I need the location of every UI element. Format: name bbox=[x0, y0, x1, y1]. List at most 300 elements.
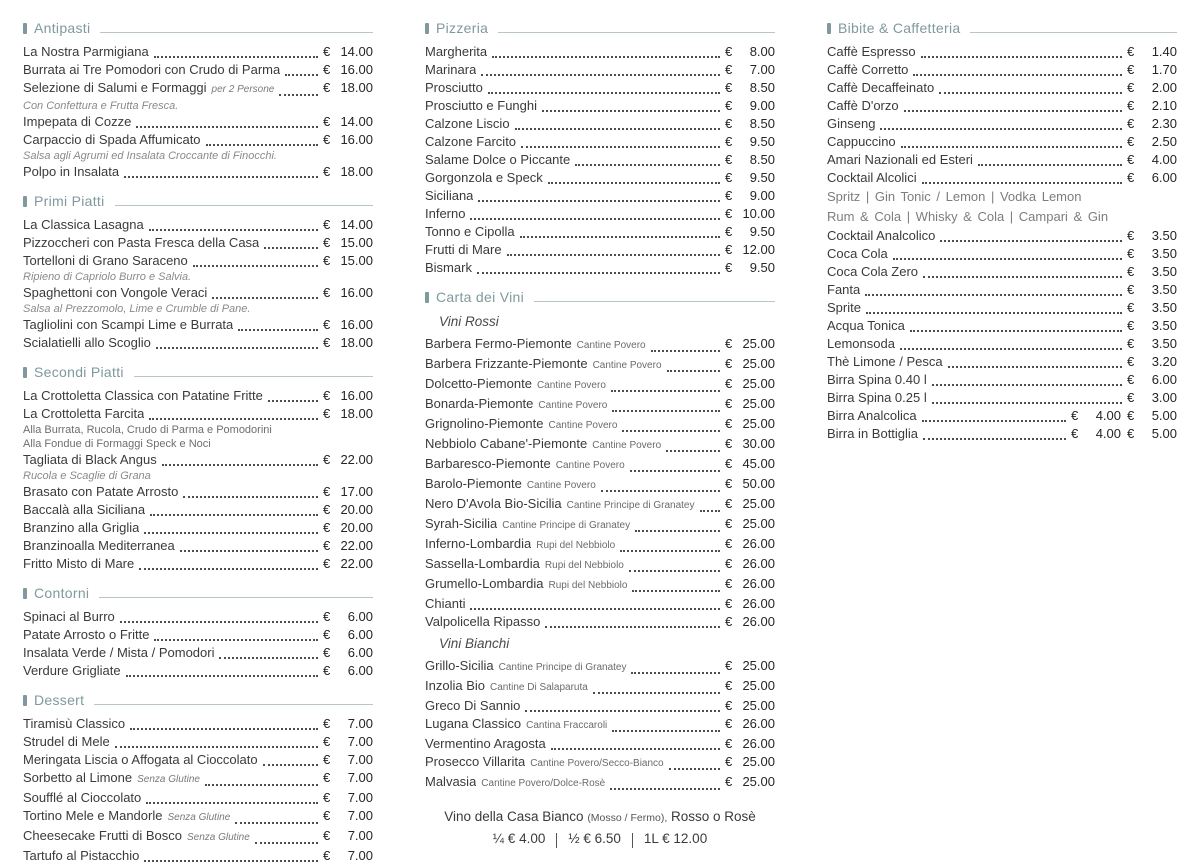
item-price bbox=[725, 259, 775, 277]
dot-leader bbox=[481, 74, 720, 76]
euro-sign: € bbox=[323, 62, 331, 77]
euro-sign: € bbox=[725, 44, 733, 59]
item-price bbox=[1127, 133, 1177, 151]
dot-leader bbox=[631, 672, 720, 674]
item-price bbox=[1127, 407, 1177, 425]
item-name: Birra Analcolica bbox=[827, 408, 917, 423]
menu-item bbox=[425, 355, 775, 375]
price-value: 8.00 bbox=[749, 44, 775, 59]
dot-leader bbox=[136, 126, 318, 128]
dot-leader bbox=[921, 56, 1122, 58]
item-name: Tagliolini con Scampi Lime e Burrata bbox=[23, 317, 234, 332]
euro-sign: € bbox=[323, 335, 331, 350]
item-price bbox=[323, 405, 373, 423]
euro-sign: € bbox=[725, 98, 733, 113]
item-description: Rum & Cola | Whisky & Cola | Campari & Gin bbox=[827, 209, 1109, 224]
menu-item bbox=[827, 407, 1177, 425]
item-description: Ripieno di Capriolo Burro e Salvia. bbox=[23, 271, 192, 283]
item-name: Prosciutto bbox=[425, 80, 483, 95]
dot-leader bbox=[285, 74, 318, 76]
dot-leader bbox=[238, 329, 318, 331]
menu-item bbox=[425, 475, 775, 495]
item-price bbox=[1127, 115, 1177, 133]
euro-sign: € bbox=[725, 658, 733, 673]
section-rule bbox=[498, 32, 775, 33]
menu-section-primi-piatti bbox=[23, 189, 373, 352]
euro-sign: € bbox=[725, 416, 733, 431]
item-note: Cantine Povero bbox=[592, 360, 662, 371]
house-wine-title-part: (Mosso / Fermo), bbox=[587, 812, 668, 824]
item-price bbox=[323, 316, 373, 334]
euro-sign: € bbox=[323, 663, 331, 678]
item-note: Rupi del Nebbiolo bbox=[544, 560, 624, 571]
euro-sign: € bbox=[1127, 408, 1135, 423]
menu-item bbox=[23, 387, 373, 405]
item-price bbox=[725, 455, 775, 473]
price-value: 25.00 bbox=[742, 658, 775, 673]
item-name: Birra Spina 0.40 l bbox=[827, 372, 927, 387]
euro-sign: € bbox=[323, 253, 331, 268]
euro-sign: € bbox=[323, 556, 331, 571]
menu-item bbox=[23, 113, 373, 131]
item-price bbox=[725, 773, 775, 791]
item-price bbox=[725, 43, 775, 61]
euro-sign: € bbox=[725, 736, 733, 751]
price-value: 3.50 bbox=[1151, 336, 1177, 351]
euro-sign: € bbox=[725, 516, 733, 531]
dot-leader bbox=[219, 657, 318, 659]
price-value: 1.40 bbox=[1151, 44, 1177, 59]
item-name: Spinaci al Burro bbox=[23, 609, 115, 624]
item-price bbox=[323, 163, 373, 181]
menu-section-antipasti bbox=[23, 16, 373, 181]
price-value: 18.00 bbox=[340, 406, 373, 421]
price-value: 6.00 bbox=[347, 663, 373, 678]
item-price bbox=[1127, 227, 1177, 245]
dot-leader bbox=[115, 746, 318, 748]
price-value: 25.00 bbox=[742, 516, 775, 531]
price-value: 12.00 bbox=[742, 242, 775, 257]
price-value: 7.00 bbox=[347, 716, 373, 731]
euro-sign: € bbox=[323, 388, 331, 403]
item-name: Grumello-Lombardia bbox=[425, 576, 544, 591]
euro-sign: € bbox=[1127, 300, 1135, 315]
item-price bbox=[323, 216, 373, 234]
item-description: Salsa al Prezzomolo, Lime e Crumble di Pane. bbox=[23, 303, 251, 315]
price-value: 3.50 bbox=[1151, 282, 1177, 297]
item-price bbox=[725, 151, 775, 169]
item-name: Scialatielli allo Scoglio bbox=[23, 335, 151, 350]
separator-bar bbox=[556, 833, 557, 848]
price-value: 14.00 bbox=[340, 217, 373, 232]
euro-sign: € bbox=[1127, 62, 1135, 77]
item-price bbox=[323, 79, 373, 97]
euro-sign: € bbox=[725, 336, 733, 351]
item-name: Polpo in Insalata bbox=[23, 164, 120, 179]
item-name: Thè Limone / Pesca bbox=[827, 354, 943, 369]
house-wine-title bbox=[425, 809, 775, 824]
euro-sign: € bbox=[323, 848, 331, 863]
dot-leader bbox=[193, 265, 318, 267]
item-description: Salsa agli Agrumi ed Insalata Croccante di Finocchi. bbox=[23, 150, 277, 162]
euro-sign: € bbox=[725, 456, 733, 471]
section-rule bbox=[534, 301, 775, 302]
section-header bbox=[23, 189, 373, 213]
dot-leader bbox=[978, 164, 1122, 166]
price-value: 18.00 bbox=[340, 164, 373, 179]
menu-item bbox=[425, 657, 775, 677]
item-price bbox=[725, 697, 775, 715]
dot-leader bbox=[149, 229, 318, 231]
euro-sign: € bbox=[323, 217, 331, 232]
menu-item bbox=[425, 205, 775, 223]
euro-sign: € bbox=[725, 698, 733, 713]
euro-sign: € bbox=[1127, 152, 1135, 167]
menu-item bbox=[827, 115, 1177, 133]
dot-leader bbox=[146, 802, 318, 804]
euro-sign: € bbox=[323, 44, 331, 59]
price-value: 7.00 bbox=[347, 790, 373, 805]
item-price bbox=[323, 662, 373, 680]
menu-item bbox=[827, 61, 1177, 79]
menu-item bbox=[827, 281, 1177, 299]
menu-item bbox=[425, 613, 775, 631]
menu-item bbox=[827, 425, 1177, 443]
euro-sign: € bbox=[1127, 170, 1135, 185]
item-name: Branzinoalla Mediterranea bbox=[23, 538, 175, 553]
item-description: Spritz | Gin Tonic / Lemon | Vodka Lemon bbox=[827, 189, 1082, 204]
item-price bbox=[323, 483, 373, 501]
item-note: Cantine Povero/Secco-Bianco bbox=[530, 758, 664, 769]
item-name: Brasato con Patate Arrosto bbox=[23, 484, 179, 499]
dot-leader bbox=[507, 254, 720, 256]
menu-item bbox=[827, 227, 1177, 245]
dot-leader bbox=[120, 621, 318, 623]
item-name: Sprite bbox=[827, 300, 861, 315]
item-price bbox=[725, 595, 775, 613]
item-note: Cantine Povero bbox=[536, 380, 606, 391]
item-name: Salame Dolce o Piccante bbox=[425, 152, 571, 167]
item-name: Selezione di Salumi e Formaggi bbox=[23, 80, 207, 95]
item-price bbox=[323, 519, 373, 537]
item-name: Vermentino Aragosta bbox=[425, 736, 546, 751]
price-value: 22.00 bbox=[340, 452, 373, 467]
menu-item bbox=[827, 79, 1177, 97]
euro-sign: € bbox=[1127, 80, 1135, 95]
item-name: Cappuccino bbox=[827, 134, 896, 149]
item-price bbox=[323, 827, 373, 845]
house-wine-title-part: Rosso o Rosè bbox=[671, 809, 756, 824]
menu-item bbox=[425, 575, 775, 595]
price-value: 8.50 bbox=[749, 80, 775, 95]
menu-item bbox=[827, 133, 1177, 151]
menu-item bbox=[425, 223, 775, 241]
item-name: Tonno e Cipolla bbox=[425, 224, 515, 239]
euro-sign: € bbox=[1127, 134, 1135, 149]
menu-item bbox=[425, 515, 775, 535]
menu-item bbox=[23, 769, 373, 789]
item-note: Cantine Povero/Dolce-Rosè bbox=[481, 778, 606, 789]
item-name: Birra in Bottiglia bbox=[827, 426, 919, 441]
dot-leader bbox=[612, 410, 720, 412]
item-price bbox=[323, 234, 373, 252]
euro-sign: € bbox=[725, 476, 733, 491]
item-note: Senza Glutine bbox=[186, 832, 250, 843]
dot-leader bbox=[866, 312, 1122, 314]
item-name: Margherita bbox=[425, 44, 488, 59]
price-value: 5.00 bbox=[1151, 408, 1177, 423]
price-value: 25.00 bbox=[742, 698, 775, 713]
item-note: Cantine Povero bbox=[555, 460, 625, 471]
menu-item bbox=[23, 519, 373, 537]
euro-sign: € bbox=[323, 502, 331, 517]
item-price bbox=[725, 335, 775, 353]
menu-section-contorni bbox=[23, 581, 373, 680]
dot-leader bbox=[548, 182, 720, 184]
menu-item bbox=[23, 79, 373, 99]
price-value: 8.50 bbox=[749, 152, 775, 167]
item-price bbox=[1127, 169, 1177, 187]
item-name: Tiramisù Classico bbox=[23, 716, 126, 731]
item-name: Dolcetto-Piemonte bbox=[425, 376, 532, 391]
price-value: 2.00 bbox=[1151, 80, 1177, 95]
item-price bbox=[1127, 79, 1177, 97]
menu-item bbox=[23, 163, 373, 181]
price-value: 25.00 bbox=[742, 356, 775, 371]
dot-leader bbox=[124, 176, 318, 178]
dot-leader bbox=[492, 56, 720, 58]
menu-item bbox=[23, 807, 373, 827]
price-value: 7.00 bbox=[347, 770, 373, 785]
price-value: 25.00 bbox=[742, 678, 775, 693]
euro-sign: € bbox=[323, 790, 331, 805]
house-wine-title-part: Vino della Casa Bianco bbox=[444, 809, 584, 824]
euro-sign: € bbox=[323, 609, 331, 624]
item-name: Calzone Farcito bbox=[425, 134, 517, 149]
item-price bbox=[1127, 97, 1177, 115]
item-price bbox=[725, 515, 775, 533]
price-value: 16.00 bbox=[340, 132, 373, 147]
item-price bbox=[725, 115, 775, 133]
item-price bbox=[323, 334, 373, 352]
menu-item bbox=[425, 735, 775, 753]
dot-leader bbox=[669, 768, 720, 770]
dot-leader bbox=[923, 276, 1122, 278]
item-price bbox=[1127, 353, 1177, 371]
section-marker-icon bbox=[23, 196, 27, 207]
euro-sign: € bbox=[323, 114, 331, 129]
item-note: Senza Glutine bbox=[137, 774, 200, 785]
item-price bbox=[323, 252, 373, 270]
dot-leader bbox=[525, 710, 720, 712]
menu-item bbox=[827, 263, 1177, 281]
euro-sign: € bbox=[323, 164, 331, 179]
price-value: 26.00 bbox=[742, 716, 775, 731]
section-rule bbox=[115, 205, 374, 206]
dot-leader bbox=[932, 384, 1122, 386]
item-price bbox=[725, 475, 775, 493]
menu-item bbox=[23, 234, 373, 252]
menu-item bbox=[425, 43, 775, 61]
item-price bbox=[323, 113, 373, 131]
menu-item bbox=[827, 97, 1177, 115]
item-name: Verdure Grigliate bbox=[23, 663, 121, 678]
dot-leader bbox=[630, 470, 720, 472]
item-note: Cantine Povero bbox=[548, 420, 618, 431]
section-header bbox=[827, 16, 1177, 40]
dot-leader bbox=[212, 297, 318, 299]
price-value: 20.00 bbox=[340, 502, 373, 517]
item-name: Tortelloni di Grano Saraceno bbox=[23, 253, 188, 268]
item-price bbox=[323, 387, 373, 405]
item-price bbox=[725, 495, 775, 513]
price-value: 26.00 bbox=[742, 536, 775, 551]
euro-sign: € bbox=[323, 734, 331, 749]
euro-sign: € bbox=[725, 576, 733, 591]
item-price bbox=[1127, 335, 1177, 353]
item-price bbox=[725, 355, 775, 373]
item-name: Nero D'Avola Bio-Sicilia bbox=[425, 496, 562, 511]
menu-item bbox=[827, 335, 1177, 353]
dot-leader bbox=[183, 496, 318, 498]
item-note: Cantine Principe di Granatey bbox=[498, 662, 627, 673]
item-name: Caffè D'orzo bbox=[827, 98, 899, 113]
item-price bbox=[323, 769, 373, 787]
euro-sign: € bbox=[725, 774, 733, 789]
item-price bbox=[725, 79, 775, 97]
menu-item bbox=[23, 555, 373, 573]
dot-leader bbox=[667, 370, 720, 372]
dot-leader bbox=[910, 330, 1122, 332]
item-price bbox=[323, 284, 373, 302]
section-marker-icon bbox=[23, 23, 27, 34]
euro-sign: € bbox=[1127, 318, 1135, 333]
item-name: Fritto Misto di Mare bbox=[23, 556, 135, 571]
item-name: Nebbiolo Cabane'-Piemonte bbox=[425, 436, 588, 451]
dot-leader bbox=[162, 464, 318, 466]
menu-item bbox=[425, 133, 775, 151]
dot-leader bbox=[948, 366, 1122, 368]
menu-item bbox=[425, 595, 775, 613]
item-price bbox=[725, 415, 775, 433]
dot-leader bbox=[612, 730, 720, 732]
section-marker-icon bbox=[23, 695, 27, 706]
item-name: La Classica Lasagna bbox=[23, 217, 144, 232]
price-value: 26.00 bbox=[742, 596, 775, 611]
wine-subheading: Vini Bianchi bbox=[439, 636, 510, 651]
item-note: Rupi del Nebbiolo bbox=[536, 540, 616, 551]
menu-item bbox=[827, 169, 1177, 187]
euro-sign: € bbox=[323, 770, 331, 785]
price-value: 17.00 bbox=[340, 484, 373, 499]
menu-item bbox=[23, 537, 373, 555]
item-price bbox=[725, 555, 775, 573]
menu-item bbox=[827, 389, 1177, 407]
dot-leader bbox=[939, 92, 1122, 94]
menu-item bbox=[827, 299, 1177, 317]
dot-leader bbox=[893, 258, 1122, 260]
menu-section-bibite-caffetteria bbox=[827, 16, 1177, 443]
price-value: 7.00 bbox=[347, 734, 373, 749]
item-price bbox=[725, 677, 775, 695]
euro-sign: € bbox=[323, 452, 331, 467]
dot-leader bbox=[880, 128, 1122, 130]
item-name: Barolo-Piemonte bbox=[425, 476, 522, 491]
menu-item bbox=[23, 316, 373, 334]
dot-leader bbox=[126, 675, 318, 677]
item-note: Rupi del Nebbiolo bbox=[548, 580, 628, 591]
price-value: 25.00 bbox=[742, 416, 775, 431]
item-note: Cantine Principe di Granatey bbox=[502, 520, 631, 531]
item-name: Prosecco Villarita bbox=[425, 754, 526, 769]
item-name: Lugana Classico bbox=[425, 716, 522, 731]
euro-sign: € bbox=[1127, 264, 1135, 279]
dot-leader bbox=[521, 146, 720, 148]
euro-sign: € bbox=[1127, 336, 1135, 351]
price-value: 2.30 bbox=[1151, 116, 1177, 131]
menu-item bbox=[425, 151, 775, 169]
menu-item bbox=[23, 43, 373, 61]
item-name: Grignolino-Piemonte bbox=[425, 416, 544, 431]
dot-leader bbox=[901, 146, 1122, 148]
section-title: Dessert bbox=[34, 692, 85, 708]
item-note: per 2 Persone bbox=[211, 84, 275, 95]
menu-section-dessert bbox=[23, 688, 373, 865]
item-name: Inzolia Bio bbox=[425, 678, 485, 693]
item-note: Senza Glutine bbox=[167, 812, 231, 823]
section-header bbox=[23, 16, 373, 40]
euro-sign: € bbox=[725, 356, 733, 371]
euro-sign: € bbox=[725, 134, 733, 149]
section-title: Carta dei Vini bbox=[436, 289, 524, 305]
euro-sign: € bbox=[725, 80, 733, 95]
item-name: Caffè Corretto bbox=[827, 62, 909, 77]
menu-item bbox=[425, 241, 775, 259]
dot-leader bbox=[601, 490, 720, 492]
dot-leader bbox=[904, 110, 1122, 112]
item-name: Greco Di Sannio bbox=[425, 698, 521, 713]
menu-item bbox=[23, 284, 373, 302]
item-name: Soufflé al Cioccolato bbox=[23, 790, 142, 805]
price-value: 9.50 bbox=[749, 260, 775, 275]
item-name: Tagliata di Black Angus bbox=[23, 452, 157, 467]
dot-leader bbox=[206, 144, 318, 146]
section-rule bbox=[970, 32, 1177, 33]
price-value: 26.00 bbox=[742, 576, 775, 591]
item-price bbox=[1127, 151, 1177, 169]
item-price bbox=[1127, 389, 1177, 407]
menu-item bbox=[827, 353, 1177, 371]
item-name: Barbera Frizzante-Piemonte bbox=[425, 356, 588, 371]
euro-sign: € bbox=[323, 627, 331, 642]
item-price bbox=[1127, 371, 1177, 389]
section-marker-icon bbox=[23, 588, 27, 599]
item-description: Alla Fondue di Formaggi Speck e Noci bbox=[23, 438, 211, 450]
menu-item bbox=[23, 216, 373, 234]
price-value: 25.00 bbox=[742, 336, 775, 351]
item-name: La Nostra Parmigiana bbox=[23, 44, 149, 59]
section-rule bbox=[100, 32, 373, 33]
euro-sign: € bbox=[1127, 228, 1135, 243]
euro-sign: € bbox=[1127, 426, 1135, 441]
item-name: Spaghettoni con Vongole Veraci bbox=[23, 285, 208, 300]
item-name: Coca Cola Zero bbox=[827, 264, 919, 279]
item-price bbox=[725, 205, 775, 223]
price-value: 3.50 bbox=[1151, 228, 1177, 243]
euro-sign: € bbox=[323, 80, 331, 95]
dot-leader bbox=[156, 347, 318, 349]
price-value: 3.50 bbox=[1151, 318, 1177, 333]
